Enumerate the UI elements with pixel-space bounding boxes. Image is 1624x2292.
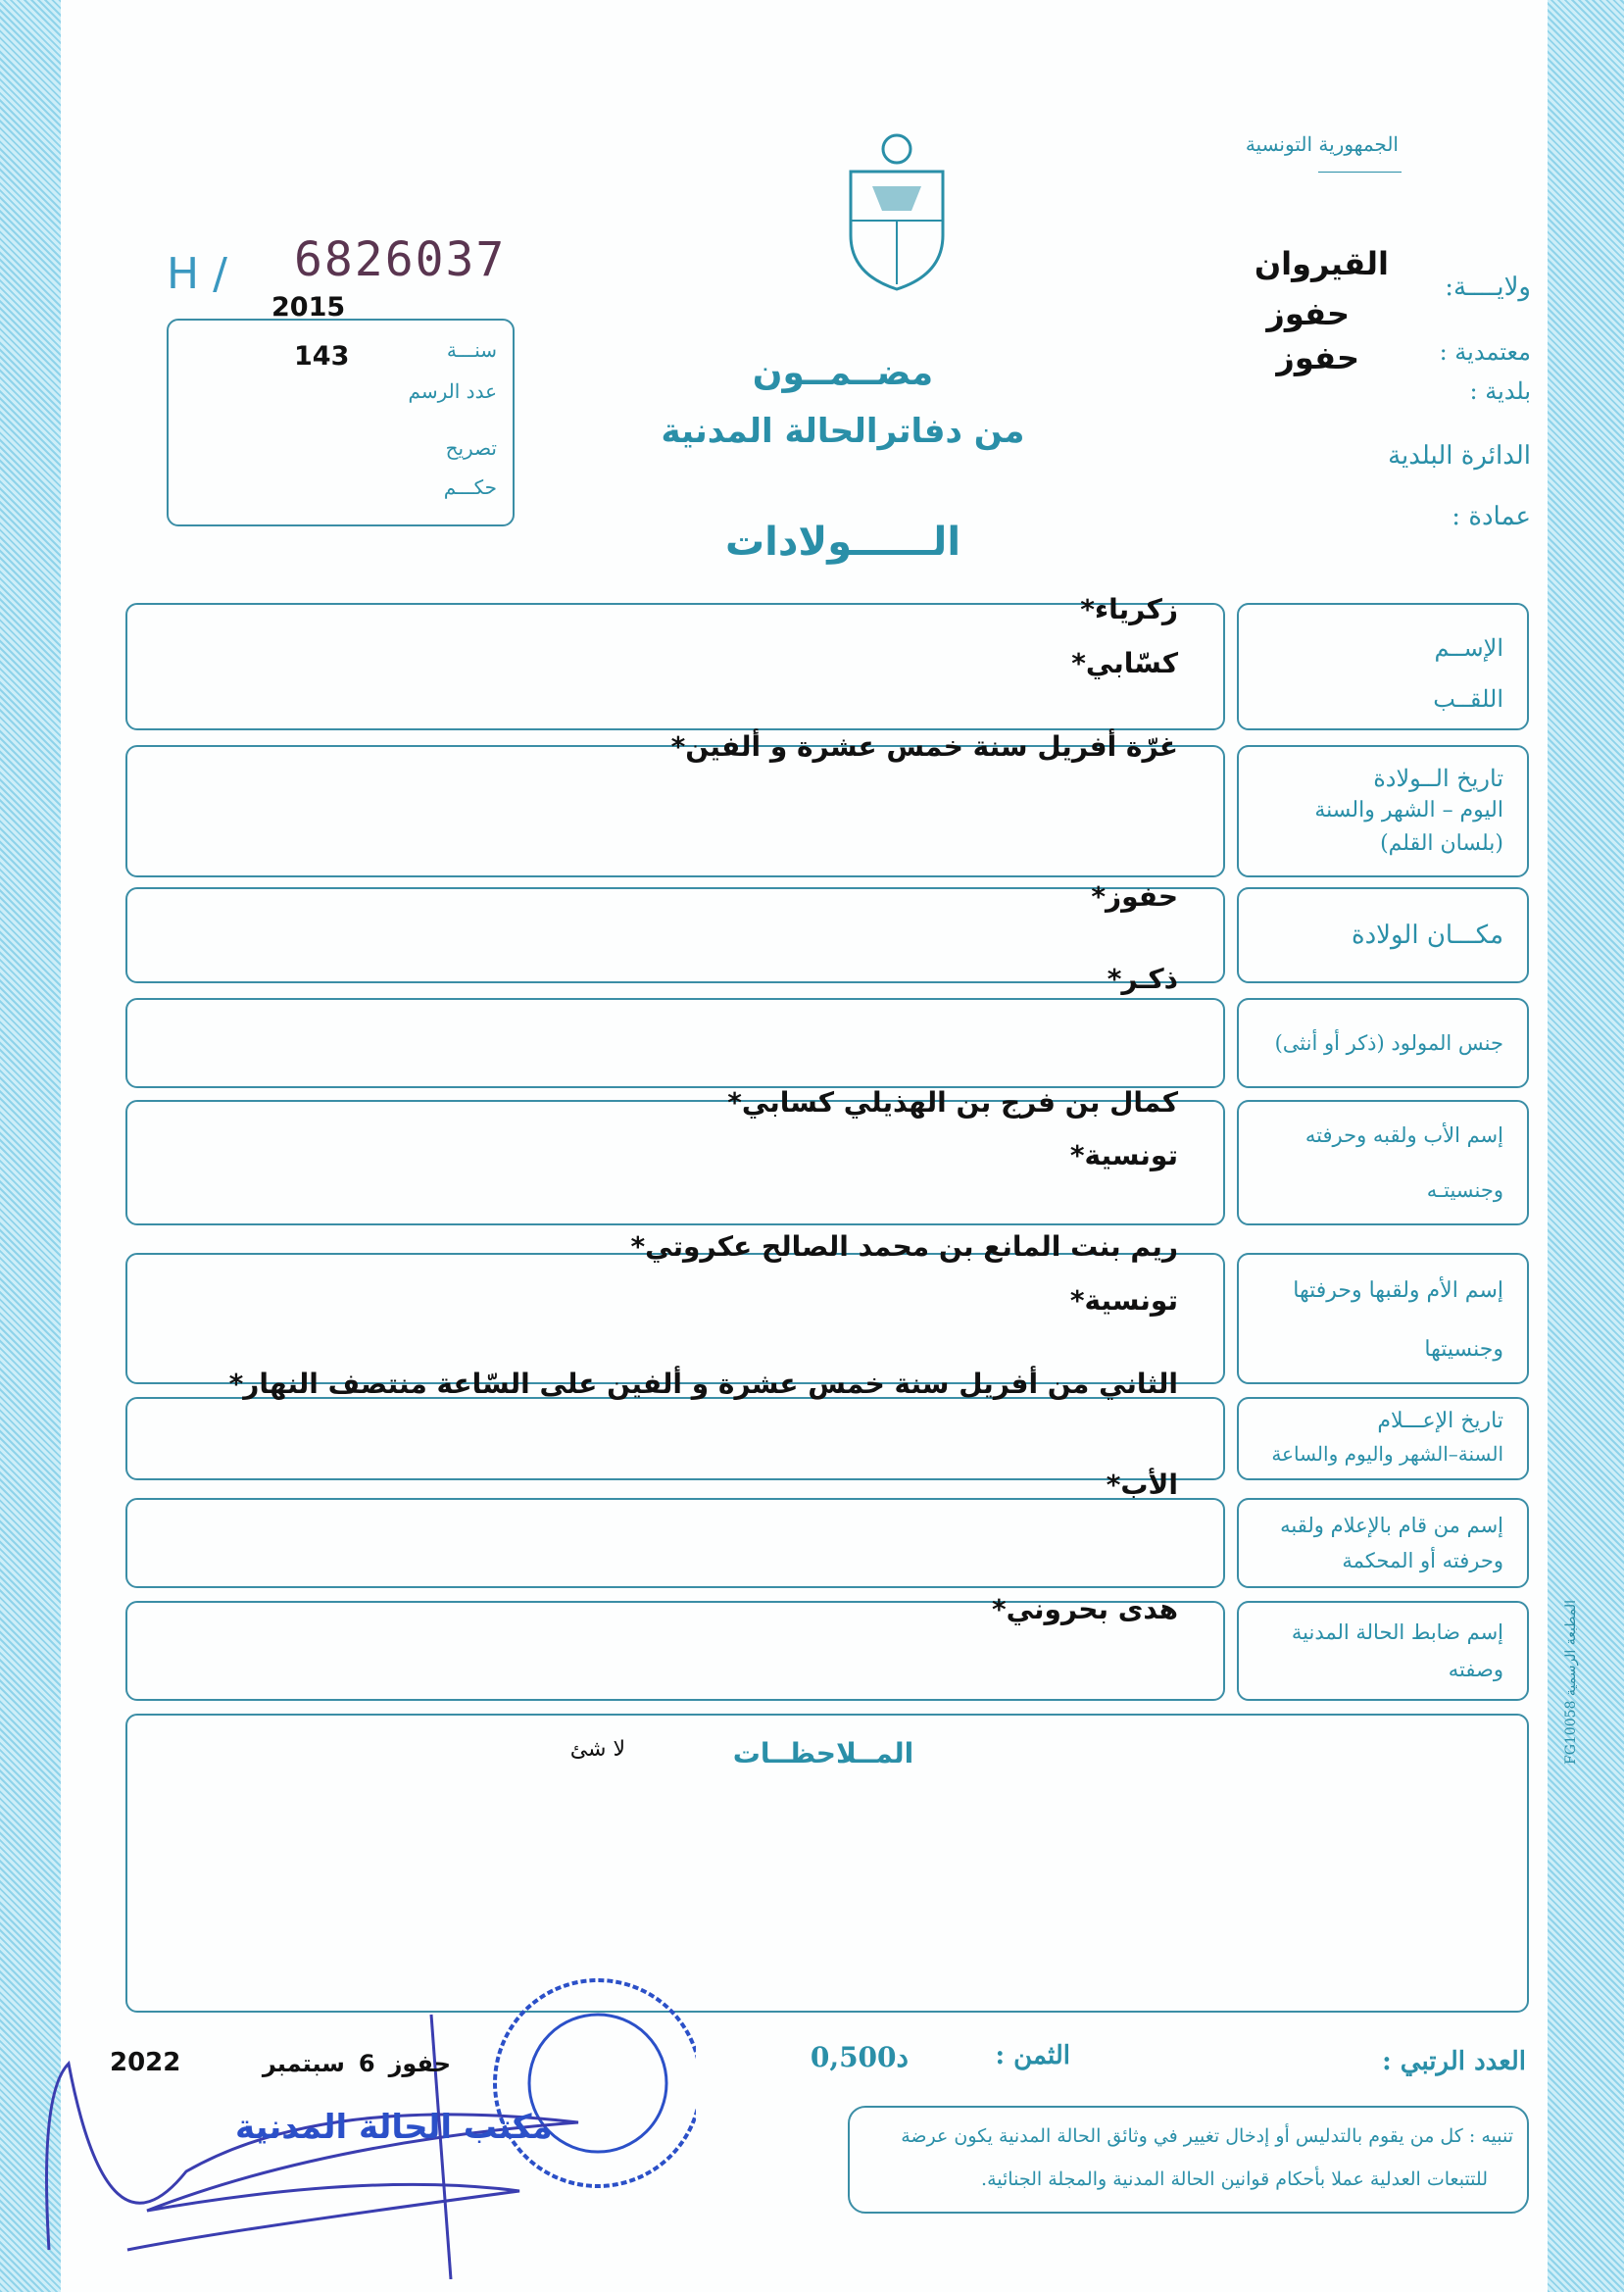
first-name-value: زكرياء*	[1080, 593, 1178, 625]
remarks-value: لا شئ	[569, 1737, 625, 1762]
price-value: 0,500د	[810, 2041, 909, 2073]
declaration-label: تصريح	[445, 436, 497, 460]
father-nationality-label: وجنسيتـه	[1426, 1178, 1503, 1202]
birth-date-words-note: (بلسان القلم)	[1380, 831, 1503, 856]
birth-place-label: مكـــان الولادة	[1351, 921, 1503, 950]
mother-label: إسم الأم ولقبها وحرفتها	[1293, 1278, 1503, 1303]
act-number-value: 143	[294, 341, 350, 372]
declaration-date-value: الثاني من أفريل سنة خمس عشرة و ألفين على السّاعة منتصف النهار*	[228, 1368, 1178, 1400]
printer-mark: المطبعة الرسمية FG10058	[1563, 1600, 1579, 1765]
birth-place-value-box	[125, 887, 1225, 983]
remarks-box	[125, 1714, 1529, 2013]
serial-number: 6826037	[294, 232, 507, 287]
declarant-label-box	[1237, 1498, 1529, 1588]
warning-line-1: تنبيه : كل من يقوم بالتدليس أو إدخال تغيير في وثائق الحالة المدنية يكون عرضة	[901, 2125, 1513, 2147]
name-label-box	[1237, 603, 1529, 730]
wilaya-label: ولايــــة:	[1445, 273, 1531, 302]
mother-label-box	[1237, 1253, 1529, 1384]
surname-value: كسّابي*	[1071, 647, 1178, 679]
declaration-date-value-box	[125, 1397, 1225, 1480]
birth-place-label-box	[1237, 887, 1529, 983]
mother-nationality-label: وجنسيتها	[1424, 1337, 1503, 1362]
declaration-date-sublabel: السنة–الشهر واليوم والساعة	[1271, 1442, 1503, 1466]
mother-nationality-value: تونسية*	[1069, 1284, 1178, 1317]
father-value-box	[125, 1100, 1225, 1225]
municipality-value: حفوز	[1276, 339, 1359, 376]
sex-label: جنس المولود (ذكر أو أنثى)	[1274, 1031, 1503, 1055]
declarant-label: إسم من قام بالإعلام ولقبه	[1280, 1514, 1503, 1537]
sex-label-box	[1237, 998, 1529, 1088]
first-name-label: الإســم	[1434, 634, 1503, 662]
decorative-border-left	[0, 0, 61, 2292]
municipality-label: بلدية :	[1469, 377, 1531, 405]
declaration-date-label: تاريخ الإعـــلام	[1377, 1409, 1503, 1433]
birth-date-value-box	[125, 745, 1225, 877]
sex-value: ذكـر*	[1107, 963, 1178, 995]
warning-line-2: للتتبعات العدلية عملا بأحكام قوانين الحالة المدنية والمجلة الجنائية.	[981, 2168, 1488, 2190]
declaration-date-label-box	[1237, 1397, 1529, 1480]
declarant-sublabel: وحرفته أو المحكمة	[1342, 1549, 1503, 1572]
birth-date-value: غرّة أفريل سنة خمس عشرة و ألفين*	[670, 730, 1178, 763]
stamp-text: مكتب الحالة المدنية	[235, 2108, 553, 2147]
divider	[1318, 172, 1402, 173]
sex-value-box	[125, 998, 1225, 1088]
birth-date-label-box	[1237, 745, 1529, 877]
title-births: الــــــولادات	[724, 520, 961, 565]
declarant-value: الأب*	[1106, 1469, 1178, 1501]
title-civil-registers: من دفاترالحالة المدنية	[661, 412, 1025, 451]
delegation-label: معتمدية :	[1439, 338, 1531, 366]
officer-value: هدى بحروني*	[992, 1593, 1178, 1625]
serial-prefix: H /	[167, 249, 227, 299]
birth-date-sublabel: اليوم – الشهر والسنة	[1314, 798, 1503, 822]
republic-title: الجمهورية التونسية	[1245, 132, 1399, 156]
year-value: 2015	[271, 292, 346, 323]
decorative-border-right	[1548, 0, 1624, 2292]
birth-place-value: حفوز*	[1091, 880, 1178, 913]
officer-label-box	[1237, 1601, 1529, 1701]
issue-date	[245, 2049, 451, 2078]
delegation-value: حفوز	[1266, 295, 1350, 332]
officer-title-label: وصفته	[1448, 1658, 1503, 1681]
issue-place: حفوز	[388, 2050, 451, 2077]
remarks-label: المــلاحظــات	[732, 1737, 914, 1769]
father-value: كمال بن فرج بن الهذيلي كسابي*	[727, 1086, 1178, 1119]
municipal-district-label: الدائرة البلدية	[1388, 441, 1531, 471]
issue-month: سبتمبر	[262, 2050, 345, 2077]
issue-year: 2022	[110, 2048, 181, 2077]
omda-label: عمادة :	[1452, 502, 1531, 531]
declarant-value-box	[125, 1498, 1225, 1588]
issue-day: 6	[358, 2050, 375, 2077]
birth-date-label: تاريخ الــولادة	[1373, 765, 1503, 792]
surname-label: اللقــب	[1433, 685, 1503, 713]
wilaya-value: القيروان	[1254, 245, 1389, 282]
father-label: إسم الأب ولقبه وحرفته	[1304, 1123, 1503, 1147]
year-label: سنـــة	[446, 338, 497, 362]
mother-value: ريم بنت المانع بن محمد الصالح عكروتي*	[630, 1230, 1178, 1263]
tunisia-coat-of-arms-icon	[843, 127, 951, 294]
title-extract: مضــمــون	[752, 353, 934, 393]
act-number-label: عدد الرسم	[408, 379, 497, 403]
officer-label: إسم ضابط الحالة المدنية	[1291, 1620, 1503, 1644]
father-label-box	[1237, 1100, 1529, 1225]
warning-box	[848, 2106, 1529, 2214]
mother-value-box	[125, 1253, 1225, 1384]
serial-order-label: العدد الرتبي :	[1382, 2047, 1526, 2076]
father-nationality-value: تونسية*	[1069, 1139, 1178, 1171]
judgment-label: حكـــم	[443, 475, 497, 499]
price-label: الثمن :	[995, 2041, 1070, 2070]
name-value-box	[125, 603, 1225, 730]
